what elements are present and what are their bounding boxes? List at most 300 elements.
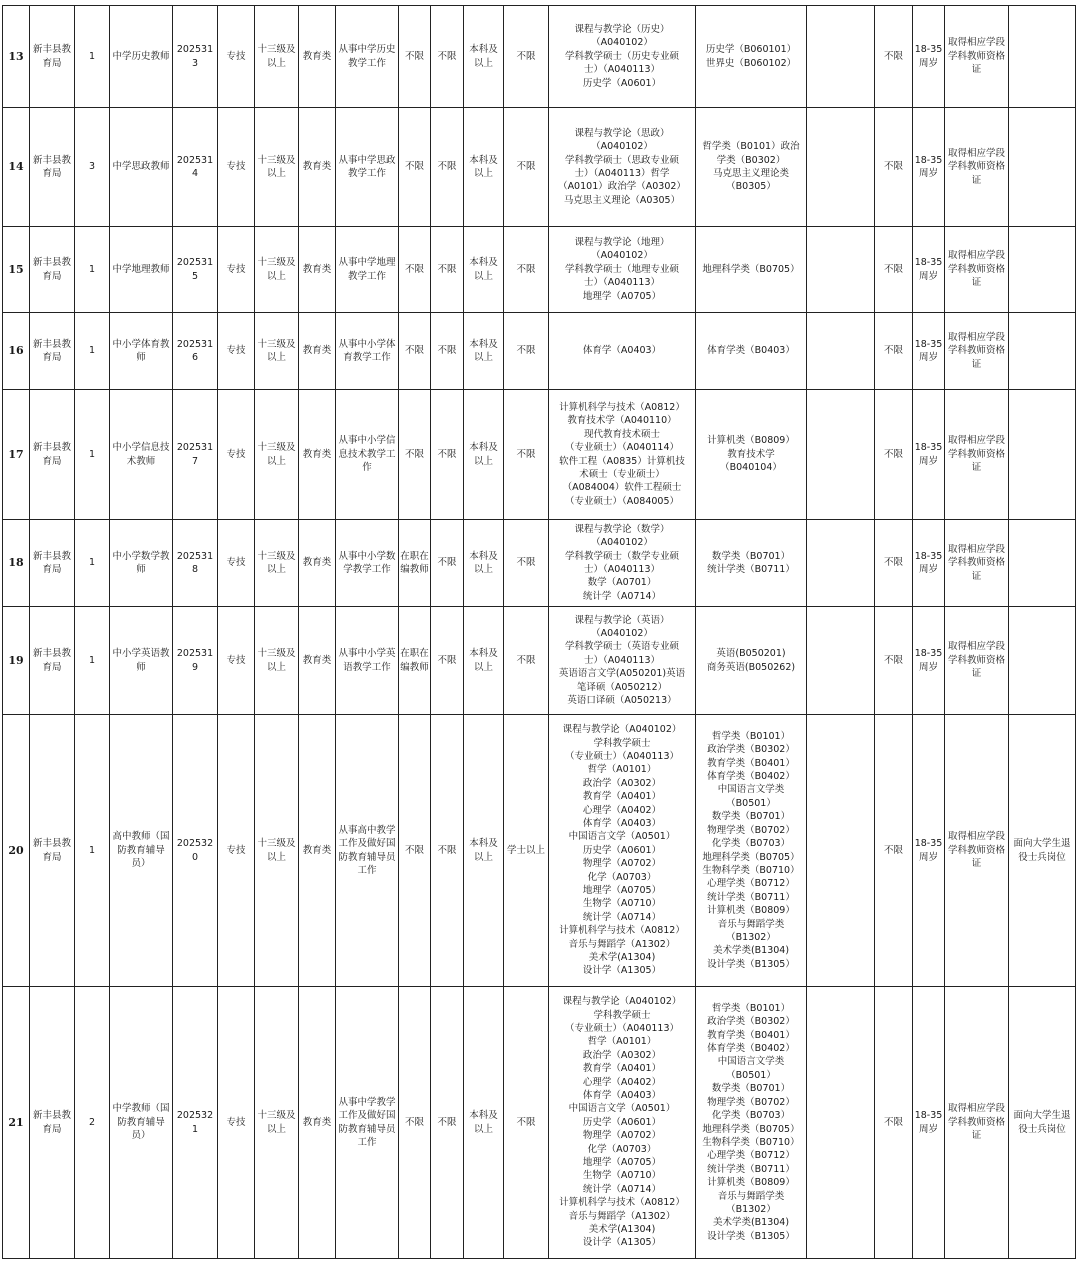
remarks	[1009, 520, 1076, 607]
position-level: 十三级及以上	[255, 520, 299, 607]
graduate-majors-line: 士）（A040113）	[583, 277, 660, 289]
graduate-majors	[549, 313, 696, 390]
position-level: 十三级及以上	[255, 108, 299, 227]
requirement-col16	[807, 715, 875, 987]
hiring-unit: 新丰县教育局	[30, 520, 75, 607]
graduate-majors-line: 化学（A0703）	[587, 1143, 657, 1155]
education-requirement: 本科及以上	[464, 108, 504, 227]
position-code: 2025315	[173, 227, 218, 313]
table-row	[3, 227, 1080, 313]
position-category: 教育类	[299, 390, 336, 520]
position-type: 专技	[218, 108, 255, 227]
education-requirement: 本科及以上	[464, 313, 504, 390]
requirement-col16	[807, 987, 875, 1259]
certificate-requirement: 取得相应学段学科教师资格证	[945, 6, 1009, 108]
position-code: 2025317	[173, 390, 218, 520]
table-row	[3, 6, 1080, 108]
graduate-majors-line: 课程与教学论（英语）	[574, 614, 670, 626]
position-name: 中学地理教师	[110, 227, 173, 313]
undergraduate-majors-line: 数学类（B0701）	[711, 550, 791, 562]
graduate-majors-line: 笔译硕（A050212）	[576, 681, 668, 693]
hiring-count: 1	[75, 715, 110, 987]
undergraduate-majors-line: 哲学类（B0101）	[711, 730, 791, 742]
degree-requirement: 不限	[504, 227, 549, 313]
graduate-majors-line: 士）（A040113）	[583, 64, 660, 76]
undergraduate-majors	[696, 520, 807, 607]
position-code: 2025320	[173, 715, 218, 987]
age-requirement: 18-35周岁	[913, 987, 945, 1259]
table-row	[3, 390, 1080, 520]
age-requirement: 18-35周岁	[913, 520, 945, 607]
certificate-requirement: 取得相应学段学科教师资格证	[945, 607, 1009, 715]
graduate-majors-line: 现代教育技术硕士	[583, 428, 660, 440]
graduate-majors-line: （专业硕士）（A040113）	[564, 1022, 679, 1034]
certificate-requirement: 取得相应学段学科教师资格证	[945, 390, 1009, 520]
undergraduate-majors	[696, 987, 807, 1259]
position-name: 中小学英语教师	[110, 607, 173, 715]
undergraduate-majors-line: 设计学类（B1305）	[707, 958, 795, 970]
requirement-col16	[807, 108, 875, 227]
position-type: 专技	[218, 313, 255, 390]
graduate-majors-line: （A040102）	[591, 250, 653, 262]
graduate-majors-line: 中国语言文学（A0501）	[568, 1103, 676, 1115]
graduate-majors-line: 学科教学硕士	[593, 737, 651, 749]
graduate-majors-line: 地理学（A0705）	[582, 290, 662, 302]
requirement-col11: 不限	[431, 313, 464, 390]
undergraduate-majors-line: 英语(B050201)	[716, 648, 786, 660]
education-requirement: 本科及以上	[464, 390, 504, 520]
graduate-majors-line: 设计学（A1305）	[582, 1237, 662, 1249]
graduate-majors-line: （A040102）	[591, 627, 653, 639]
graduate-majors-line: 体育学（A0403）	[582, 817, 662, 829]
certificate-requirement: 取得相应学段学科教师资格证	[945, 108, 1009, 227]
hiring-count: 1	[75, 313, 110, 390]
applicant-status: 不限	[399, 987, 431, 1259]
applicant-status: 不限	[399, 390, 431, 520]
graduate-majors-line: （A040102）	[591, 37, 653, 49]
requirement-col17: 不限	[875, 520, 913, 607]
graduate-majors-line: 术硕士（专业硕士）	[579, 468, 665, 480]
graduate-majors-line: 哲学（A0101）	[587, 764, 657, 776]
hiring-count: 2	[75, 987, 110, 1259]
position-type: 专技	[218, 520, 255, 607]
hiring-unit: 新丰县教育局	[30, 607, 75, 715]
certificate-requirement: 取得相应学段学科教师资格证	[945, 715, 1009, 987]
graduate-majors	[549, 227, 696, 313]
undergraduate-majors	[696, 390, 807, 520]
job-duty: 从事中小学数学教学工作	[336, 520, 399, 607]
table-row	[3, 313, 1080, 390]
undergraduate-majors	[696, 6, 807, 108]
job-duty: 从事中学教学工作及做好国防教育辅导员工作	[336, 987, 399, 1259]
undergraduate-majors-line: 数学类（B0701）	[711, 811, 791, 823]
graduate-majors-line: 中国语言文学（A0501）	[568, 831, 676, 843]
row-number: 18	[3, 520, 30, 607]
undergraduate-majors-line: 数学类（B0701）	[711, 1083, 791, 1095]
education-requirement: 本科及以上	[464, 520, 504, 607]
requirement-col17: 不限	[875, 607, 913, 715]
remarks	[1009, 108, 1076, 227]
age-requirement: 18-35周岁	[913, 607, 945, 715]
undergraduate-majors-line: 教育学类（B0401）	[707, 1029, 795, 1041]
undergraduate-majors-line: 物理学类（B0702）	[707, 1096, 795, 1108]
undergraduate-majors	[696, 607, 807, 715]
graduate-majors-line: 教育技术学（A040110）	[567, 415, 677, 427]
undergraduate-majors-line: 计算机类（B0809）	[707, 905, 795, 917]
graduate-majors-line: 音乐与舞蹈学（A1302）	[568, 1210, 676, 1222]
graduate-majors-line: （A0101）政治学（A0302）	[558, 181, 686, 193]
position-code: 2025316	[173, 313, 218, 390]
requirement-col17: 不限	[875, 6, 913, 108]
requirement-col17: 不限	[875, 390, 913, 520]
graduate-majors-line: （A040102）	[591, 141, 653, 153]
table-row	[3, 108, 1080, 227]
degree-requirement: 学士以上	[504, 715, 549, 987]
undergraduate-majors-line: 统计学类（B0711）	[707, 1163, 795, 1175]
degree-requirement: 不限	[504, 108, 549, 227]
requirement-col16	[807, 520, 875, 607]
undergraduate-majors-line: 地理科学类（B0705）	[702, 263, 800, 275]
undergraduate-majors-line: 体育学类（B0402）	[707, 771, 795, 783]
graduate-majors-line: 历史学（A0601）	[582, 844, 662, 856]
remarks	[1009, 607, 1076, 715]
undergraduate-majors-line: （B0501）	[726, 797, 776, 809]
undergraduate-majors-line: 体育学类（B0403）	[707, 345, 795, 357]
row-number: 21	[3, 987, 30, 1259]
requirement-col11: 不限	[431, 6, 464, 108]
graduate-majors-line: 历史学（A0601）	[582, 1116, 662, 1128]
graduate-majors-line: 课程与教学论（A040102）	[562, 996, 682, 1008]
degree-requirement: 不限	[504, 6, 549, 108]
requirement-col17: 不限	[875, 227, 913, 313]
undergraduate-majors-line: 地理科学类（B0705）	[702, 851, 800, 863]
education-requirement: 本科及以上	[464, 715, 504, 987]
graduate-majors-line: 统计学（A0714）	[582, 1183, 662, 1195]
position-name: 中小学数学教师	[110, 520, 173, 607]
job-duty: 从事高中教学工作及做好国防教育辅导员工作	[336, 715, 399, 987]
age-requirement: 18-35周岁	[913, 313, 945, 390]
undergraduate-majors-line: 计算机类（B0809）	[707, 1177, 795, 1189]
undergraduate-majors-line: 美术学类(B1304)	[712, 945, 790, 957]
applicant-status: 在职在编教师	[399, 520, 431, 607]
requirement-col16	[807, 227, 875, 313]
undergraduate-majors-line: 设计学类（B1305）	[707, 1230, 795, 1242]
graduate-majors-line: 心理学（A0402）	[582, 1076, 662, 1088]
hiring-count: 1	[75, 520, 110, 607]
position-code: 2025318	[173, 520, 218, 607]
hiring-count: 1	[75, 227, 110, 313]
requirement-col11: 不限	[431, 607, 464, 715]
applicant-status: 不限	[399, 108, 431, 227]
position-code: 2025314	[173, 108, 218, 227]
remarks	[1009, 6, 1076, 108]
degree-requirement: 不限	[504, 987, 549, 1259]
requirement-col16	[807, 313, 875, 390]
job-duty: 从事中学地理教学工作	[336, 227, 399, 313]
undergraduate-majors-line: 生物科学类（B0710）	[702, 1136, 800, 1148]
undergraduate-majors-line: 教育学类（B0401）	[707, 757, 795, 769]
undergraduate-majors-line: 统计学类（B0711）	[707, 564, 795, 575]
graduate-majors-line: 心理学（A0402）	[582, 804, 662, 816]
graduate-majors-line: 英语语言文学(A050201)英语	[558, 668, 686, 680]
undergraduate-majors-line: 心理学类（B0712）	[707, 878, 795, 890]
position-name: 中小学体育教师	[110, 313, 173, 390]
graduate-majors-line: 士）（A040113）	[583, 564, 660, 575]
hiring-count: 1	[75, 6, 110, 108]
remarks: 面向大学生退役士兵岗位	[1009, 987, 1076, 1259]
undergraduate-majors	[696, 227, 807, 313]
graduate-majors-line: 马克思主义理论（A0305）	[563, 194, 681, 206]
requirement-col11: 不限	[431, 520, 464, 607]
age-requirement: 18-35周岁	[913, 390, 945, 520]
recruitment-table	[2, 5, 1080, 1259]
position-type: 专技	[218, 987, 255, 1259]
undergraduate-majors-line: 教育技术学	[727, 448, 775, 460]
requirement-col17: 不限	[875, 715, 913, 987]
remarks	[1009, 313, 1076, 390]
position-type: 专技	[218, 227, 255, 313]
undergraduate-majors-line: （B040104）	[720, 462, 782, 474]
graduate-majors-line: 音乐与舞蹈学（A1302）	[568, 938, 676, 950]
graduate-majors-line: 课程与教学论（A040102）	[562, 724, 682, 736]
graduate-majors-line: 士）（A040113）	[583, 654, 660, 666]
row-number: 14	[3, 108, 30, 227]
degree-requirement: 不限	[504, 520, 549, 607]
position-code: 2025321	[173, 987, 218, 1259]
age-requirement: 18-35周岁	[913, 6, 945, 108]
table-row	[3, 715, 1080, 987]
position-code: 2025313	[173, 6, 218, 108]
table-row	[3, 987, 1080, 1259]
requirement-col17: 不限	[875, 987, 913, 1259]
undergraduate-majors-line: 地理科学类（B0705）	[702, 1123, 800, 1135]
undergraduate-majors-line: 历史学（B060101）	[705, 44, 797, 56]
position-category: 教育类	[299, 520, 336, 607]
undergraduate-majors-line: （B1302）	[726, 931, 776, 943]
undergraduate-majors-line: 世界史（B060102）	[705, 57, 797, 69]
requirement-col17: 不限	[875, 108, 913, 227]
age-requirement: 18-35周岁	[913, 227, 945, 313]
requirement-col11: 不限	[431, 227, 464, 313]
graduate-majors-line: 生物学（A0710）	[582, 1170, 662, 1182]
hiring-unit: 新丰县教育局	[30, 227, 75, 313]
row-number: 15	[3, 227, 30, 313]
undergraduate-majors-line: （B0501）	[726, 1069, 776, 1081]
graduate-majors-line: 计算机科学与技术（A0812）	[559, 401, 685, 413]
graduate-majors	[549, 715, 696, 987]
degree-requirement: 不限	[504, 390, 549, 520]
undergraduate-majors-line: 化学类（B0703）	[711, 838, 791, 850]
graduate-majors-line: 英语口译硕（A050213）	[567, 695, 677, 707]
graduate-majors-line: 学科教学硕士（地理专业硕	[564, 263, 679, 275]
undergraduate-majors-line: 学类（B0302）	[716, 154, 786, 166]
table-body	[3, 6, 1080, 1259]
undergraduate-majors	[696, 313, 807, 390]
position-level: 十三级及以上	[255, 607, 299, 715]
graduate-majors-line: 学科教学硕士（思政专业硕	[564, 154, 679, 166]
position-type: 专技	[218, 390, 255, 520]
position-name: 中学教师（国防教育辅导员）	[110, 987, 173, 1259]
undergraduate-majors-line: 哲学类（B0101）政治	[702, 141, 800, 153]
job-duty: 从事中小学信息技术教学工作	[336, 390, 399, 520]
graduate-majors-line: 统计学（A0714）	[582, 911, 662, 923]
position-type: 专技	[218, 607, 255, 715]
graduate-majors-line: 软件工程（A0835）计算机技	[559, 455, 685, 467]
graduate-majors-line: （专业硕士）（A040113）	[564, 750, 679, 762]
hiring-unit: 新丰县教育局	[30, 987, 75, 1259]
graduate-majors	[549, 520, 696, 607]
row-number: 17	[3, 390, 30, 520]
graduate-majors-line: 地理学（A0705）	[582, 885, 662, 897]
requirement-col11: 不限	[431, 987, 464, 1259]
certificate-requirement: 取得相应学段学科教师资格证	[945, 520, 1009, 607]
graduate-majors-line: （专业硕士）（A040114）	[564, 442, 679, 454]
position-level: 十三级及以上	[255, 390, 299, 520]
graduate-majors	[549, 390, 696, 520]
graduate-majors-line: 课程与教学论（思政）	[574, 127, 670, 139]
requirement-col16	[807, 390, 875, 520]
graduate-majors-line: 课程与教学论（地理）	[574, 236, 670, 248]
hiring-unit: 新丰县教育局	[30, 108, 75, 227]
requirement-col16	[807, 6, 875, 108]
graduate-majors-line: 地理学（A0705）	[582, 1157, 662, 1169]
graduate-majors-line: 教育学（A0401）	[582, 791, 662, 803]
applicant-status: 不限	[399, 715, 431, 987]
job-duty: 从事中小学体育教学工作	[336, 313, 399, 390]
requirement-col11: 不限	[431, 390, 464, 520]
row-number: 16	[3, 313, 30, 390]
education-requirement: 本科及以上	[464, 607, 504, 715]
graduate-majors	[549, 108, 696, 227]
hiring-count: 1	[75, 607, 110, 715]
graduate-majors-line: 课程与教学论（历史）	[574, 23, 670, 35]
hiring-count: 1	[75, 390, 110, 520]
degree-requirement: 不限	[504, 607, 549, 715]
position-name: 高中教师（国防教育辅导员）	[110, 715, 173, 987]
applicant-status: 不限	[399, 313, 431, 390]
graduate-majors-line: 物理学（A0702）	[582, 858, 662, 870]
requirement-col11: 不限	[431, 108, 464, 227]
graduate-majors-line: 物理学（A0702）	[582, 1130, 662, 1142]
graduate-majors-line: 学科教学硕士（历史专业硕	[564, 50, 679, 62]
remarks	[1009, 227, 1076, 313]
degree-requirement: 不限	[504, 313, 549, 390]
graduate-majors-line: 计算机科学与技术（A0812）	[559, 925, 685, 937]
graduate-majors-line: 体育学（A0403）	[582, 345, 662, 357]
hiring-unit: 新丰县教育局	[30, 313, 75, 390]
remarks	[1009, 390, 1076, 520]
table-row	[3, 520, 1080, 607]
graduate-majors-line: 生物学（A0710）	[582, 898, 662, 910]
hiring-unit: 新丰县教育局	[30, 715, 75, 987]
undergraduate-majors-line: 化学类（B0703）	[711, 1110, 791, 1122]
hiring-count: 3	[75, 108, 110, 227]
undergraduate-majors	[696, 108, 807, 227]
education-requirement: 本科及以上	[464, 227, 504, 313]
graduate-majors	[549, 6, 696, 108]
graduate-majors-line: （专业硕士）（A084005）	[564, 495, 679, 507]
undergraduate-majors-line: 马克思主义理论类	[712, 168, 789, 179]
position-category: 教育类	[299, 6, 336, 108]
undergraduate-majors-line: 中国语言文学类	[717, 784, 785, 796]
graduate-majors-line: 政治学（A0302）	[582, 1049, 662, 1061]
certificate-requirement: 取得相应学段学科教师资格证	[945, 227, 1009, 313]
undergraduate-majors-line: 音乐与舞蹈学类	[717, 1190, 785, 1202]
table-row	[3, 607, 1080, 715]
graduate-majors-line: 课程与教学论（数学）	[574, 523, 670, 535]
hiring-unit: 新丰县教育局	[30, 6, 75, 108]
graduate-majors-line: 化学（A0703）	[587, 871, 657, 883]
row-number: 19	[3, 607, 30, 715]
undergraduate-majors-line: 统计学类（B0711）	[707, 891, 795, 903]
graduate-majors-line: 学科教学硕士（英语专业硕	[564, 641, 679, 653]
graduate-majors-line: 计算机科学与技术（A0812）	[559, 1197, 685, 1209]
graduate-majors	[549, 607, 696, 715]
applicant-status: 不限	[399, 227, 431, 313]
graduate-majors-line: 政治学（A0302）	[582, 777, 662, 789]
job-duty: 从事中小学英语教学工作	[336, 607, 399, 715]
age-requirement: 18-35周岁	[913, 715, 945, 987]
position-type: 专技	[218, 6, 255, 108]
undergraduate-majors-line: 哲学类（B0101）	[711, 1002, 791, 1014]
undergraduate-majors-line: 美术学类(B1304)	[712, 1217, 790, 1229]
graduate-majors-line: 美术学(A1304)	[588, 1224, 656, 1236]
graduate-majors-line: 体育学（A0403）	[582, 1089, 662, 1101]
requirement-col17: 不限	[875, 313, 913, 390]
position-level: 十三级及以上	[255, 313, 299, 390]
graduate-majors	[549, 987, 696, 1259]
graduate-majors-line: 教育学（A0401）	[582, 1063, 662, 1075]
position-level: 十三级及以上	[255, 715, 299, 987]
job-duty: 从事中学思政教学工作	[336, 108, 399, 227]
undergraduate-majors-line: （B1302）	[726, 1203, 776, 1215]
undergraduate-majors-line: 生物科学类（B0710）	[702, 864, 800, 876]
undergraduate-majors-line: 政治学类（B0302）	[707, 744, 795, 756]
graduate-majors-line: 统计学（A0714）	[582, 590, 662, 602]
requirement-col11: 不限	[431, 715, 464, 987]
row-number: 20	[3, 715, 30, 987]
applicant-status: 在职在编教师	[399, 607, 431, 715]
position-category: 教育类	[299, 108, 336, 227]
position-name: 中小学信息技术教师	[110, 390, 173, 520]
undergraduate-majors-line: 商务英语(B050262)	[706, 661, 796, 673]
education-requirement: 本科及以上	[464, 987, 504, 1259]
age-requirement: 18-35周岁	[913, 108, 945, 227]
undergraduate-majors-line: 物理学类（B0702）	[707, 824, 795, 836]
position-name: 中学思政教师	[110, 108, 173, 227]
graduate-majors-line: 哲学（A0101）	[587, 1036, 657, 1048]
position-category: 教育类	[299, 313, 336, 390]
hiring-unit: 新丰县教育局	[30, 390, 75, 520]
graduate-majors-line: 数学（A0701）	[587, 577, 657, 589]
graduate-majors-line: （A040102）	[591, 537, 653, 549]
certificate-requirement: 取得相应学段学科教师资格证	[945, 987, 1009, 1259]
position-type: 专技	[218, 715, 255, 987]
certificate-requirement: 取得相应学段学科教师资格证	[945, 313, 1009, 390]
undergraduate-majors-line: 心理学类（B0712）	[707, 1150, 795, 1162]
graduate-majors-line: 设计学（A1305）	[582, 965, 662, 977]
undergraduate-majors-line: 中国语言文学类	[717, 1056, 785, 1068]
undergraduate-majors-line: 计算机类（B0809）	[707, 435, 795, 447]
requirement-col16	[807, 607, 875, 715]
position-code: 2025319	[173, 607, 218, 715]
undergraduate-majors	[696, 715, 807, 987]
position-category: 教育类	[299, 607, 336, 715]
graduate-majors-line: 学科教学硕士	[593, 1009, 651, 1021]
applicant-status: 不限	[399, 6, 431, 108]
graduate-majors-line: 历史学（A0601）	[582, 77, 662, 89]
row-number: 13	[3, 6, 30, 108]
